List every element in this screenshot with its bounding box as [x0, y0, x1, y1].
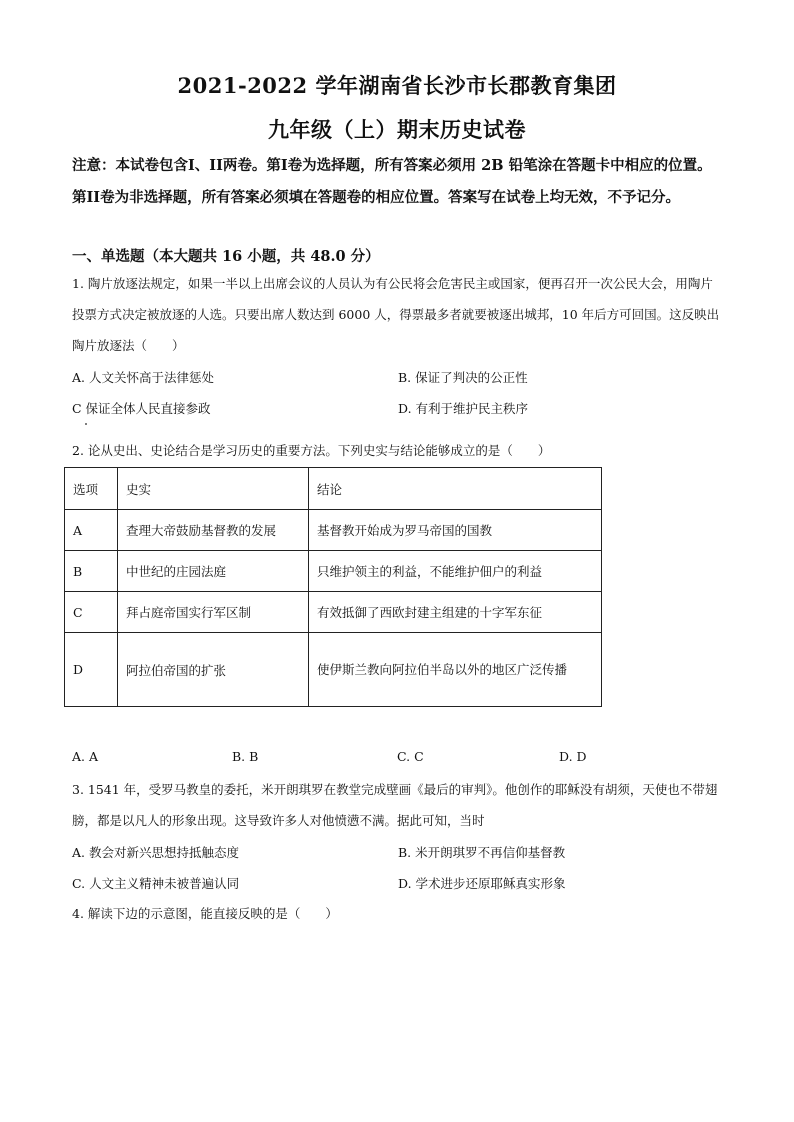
print-speck	[85, 423, 87, 425]
question-1-stem: 1. 陶片放逐法规定，如果一半以上出席会议的人员认为有公民将会危害民主或国家，便再召开一次公民大会，用陶片投票方式决定被放逐的人选。只要出席人数达到 6000 人，得票最多者就要被逐出城邦，10 年后方可回国。这反映出陶片放逐法（ ）	[72, 276, 720, 353]
exam-title-line2: 九年级（上）期末历史试卷	[268, 117, 526, 142]
question-3-option-a: A. 教会对新兴思想持抵触态度	[72, 845, 239, 860]
table-header-cell: 结论	[309, 468, 602, 510]
table-cell: 使伊斯兰教向阿拉伯半岛以外的地区广泛传播	[309, 633, 602, 707]
question-1-option-c: C 保证全体人民直接参政	[72, 401, 211, 416]
question-2-option-c: C. C	[397, 749, 424, 764]
question-2-stem: 2. 论从史出、史论结合是学习历史的重要方法。下列史实与结论能够成立的是（ ）	[72, 443, 551, 458]
table-row	[65, 551, 602, 592]
table-header-cell: 选项	[65, 468, 118, 510]
question-1-option-a: A. 人文关怀高于法律惩处	[72, 370, 214, 385]
question-3-option-d: D. 学术进步还原耶稣真实形象	[398, 876, 566, 891]
table-cell: 拜占庭帝国实行军区制	[118, 592, 309, 633]
table-cell: B	[65, 551, 118, 592]
question-2-table	[64, 467, 602, 707]
question-4-stem: 4. 解读下边的示意图，能直接反映的是（ ）	[72, 906, 338, 921]
table-cell: 查理大帝鼓励基督教的发展	[118, 510, 309, 551]
exam-notice: 注意：本试卷包含I、II两卷。第I卷为选择题，所有答案必须用 2B 铅笔涂在答题卡中相应的位置。第II卷为非选择题，所有答案必须填在答题卷的相应位置。答案写在试卷上均无效，不予记分。	[72, 157, 712, 206]
question-2-option-b: B. B	[232, 749, 259, 764]
table-row	[65, 592, 602, 633]
question-2-option-d: D. D	[559, 749, 587, 764]
question-3-option-c: C. 人文主义精神未被普遍认同	[72, 876, 240, 891]
table-row	[65, 633, 602, 707]
question-1-option-d: D. 有利于维护民主秩序	[398, 401, 529, 416]
question-3-stem: 3. 1541 年，受罗马教皇的委托，米开朗琪罗在教堂完成壁画《最后的审判》。他创作的耶稣没有胡须，天使也不带翅膀，都是以凡人的形象出现。这导致许多人对他愤懑不满。据此可知，当时	[72, 782, 718, 828]
table-row	[65, 510, 602, 551]
table-cell: 基督教开始成为罗马帝国的国教	[309, 510, 602, 551]
table-cell: 中世纪的庄园法庭	[118, 551, 309, 592]
question-1-option-b: B. 保证了判决的公正性	[398, 370, 528, 385]
table-cell: D	[65, 633, 118, 707]
table-cell: 阿拉伯帝国的扩张	[118, 633, 309, 707]
table-cell: 有效抵御了西欧封建主组建的十字军东征	[309, 592, 602, 633]
table-cell: A	[65, 510, 118, 551]
table-header-row	[65, 468, 602, 510]
exam-title-line1: 2021-2022 学年湖南省长沙市长郡教育集团	[177, 73, 617, 98]
table-header-cell: 史实	[118, 468, 309, 510]
question-2-option-a: A. A	[72, 749, 99, 764]
table-cell: 只维护领主的利益，不能维护佃户的利益	[309, 551, 602, 592]
question-3-option-b: B. 米开朗琪罗不再信仰基督教	[398, 845, 566, 860]
section-heading: 一、单选题（本大题共 16 小题，共 48.0 分）	[72, 248, 380, 265]
table-cell: C	[65, 592, 118, 633]
